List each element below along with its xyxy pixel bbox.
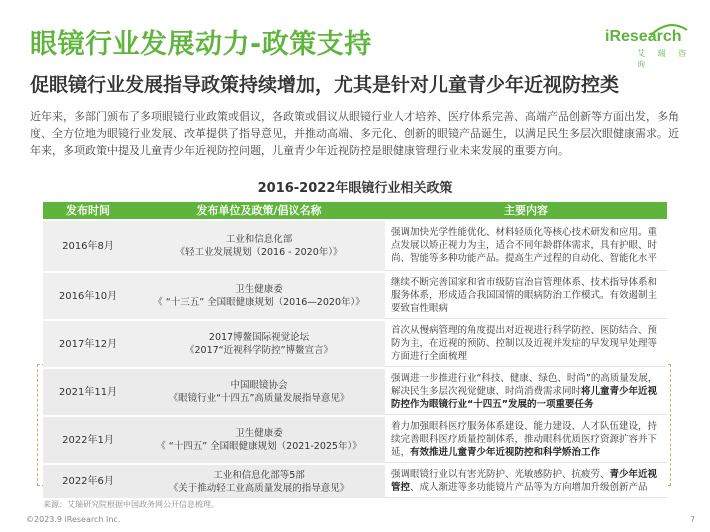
page-title: 眼镜行业发展动力-政策支持 bbox=[30, 29, 372, 60]
dept-name: 2017博鳌国际视觉论坛 bbox=[208, 332, 310, 343]
content-bold: 将儿童青少年近视防控作为眼镜行业“十四五”发展的一项重要任务 bbox=[391, 386, 658, 410]
content-bold: 有效推进儿童青少年近视防控和科学矫治工作 bbox=[410, 447, 601, 458]
header-date: 发布时间 bbox=[43, 202, 133, 219]
row-date: 2022年6月 bbox=[43, 465, 133, 498]
row-content bbox=[385, 369, 667, 415]
logo-sub: 艾 瑞 咨 询 bbox=[637, 49, 692, 69]
dept-name: 中国眼镜协会 bbox=[230, 380, 288, 391]
logo-word: iResearch bbox=[605, 28, 682, 45]
row-date: 2022年1月 bbox=[43, 417, 133, 463]
content-tail: 、成人渐进等多功能镜片产品等为方向增加升级创新产品 bbox=[410, 482, 648, 493]
page-number: 7 bbox=[690, 515, 696, 524]
copyright: ©2023.9 iResearch Inc. bbox=[26, 515, 121, 524]
header-content: 主要内容 bbox=[385, 202, 667, 219]
content-text: 继续不断完善国家和省市级防盲治盲管理体系、技术指导体系和服务体系，形成适合我国国情的眼病防治工作模式。有效遏制主要致盲性眼病 bbox=[391, 277, 658, 314]
row-date: 2017年12月 bbox=[43, 321, 133, 367]
content-text: 强调进一步推进行业“科技、健康、绿色、时尚”的高质量发展，解决民生多层次视觉健康、时尚消费需求同时 bbox=[391, 373, 658, 397]
policy-name: 《关于推动轻工业高质量发展的指导意见》 bbox=[168, 482, 350, 494]
policy-name: 《2017“近视科学防控”博鳌宣言》 bbox=[184, 345, 334, 356]
dept-name: 卫生健康委 bbox=[235, 284, 283, 295]
row-dept bbox=[133, 273, 385, 319]
source-note: 来源：艾瑞研究院根据中国政务网公开信息梳理。 bbox=[43, 500, 219, 509]
header-dept: 发布单位及政策/倡议名称 bbox=[133, 202, 385, 219]
iresearch-logo bbox=[605, 28, 693, 69]
row-dept bbox=[133, 321, 385, 367]
dept-name: 工业和信息化部 bbox=[225, 234, 293, 245]
dept-name: 卫生健康委 bbox=[235, 428, 283, 439]
policy-name: 《 “十三五” 全国眼健康规划（2016—2020年）》 bbox=[153, 297, 365, 308]
policy-name: 《轻工业发展规划（2016 - 2020年）》 bbox=[175, 247, 343, 258]
row-content bbox=[385, 273, 667, 319]
table-row bbox=[43, 417, 667, 463]
row-date: 2021年11月 bbox=[43, 369, 133, 415]
row-dept bbox=[133, 417, 385, 463]
row-content bbox=[385, 221, 667, 271]
dept-name: 工业和信息化部等5部 bbox=[213, 469, 305, 481]
content-text: 着力加强眼科医疗服务体系建设、能力建设、人才队伍建设，持续完善眼科医疗质量控制体系，推动眼科优质医疗资源扩容并下延， bbox=[391, 421, 658, 458]
row-dept bbox=[133, 465, 385, 498]
intro-paragraph: 近年来，多部门颁布了多项眼镜行业政策或倡议，各政策或倡议从眼镜行业人才培养、医疗体系完善、高端产品创新等方面出发，多角度、全方位地为眼镜行业发展、改革提供了指导意见，并推动高端、多元化、创新的眼镜产品诞生，以满足民生多层次眼健康需求。近年来，多项政策中提及儿童青少年近视防控问题，儿童青少年近视防控是眼健康管理行业未来发展的重要方向。 bbox=[30, 110, 679, 157]
row-content bbox=[385, 417, 667, 463]
row-date: 2016年10月 bbox=[43, 273, 133, 319]
content-bold: 青少年近视管控 bbox=[391, 469, 658, 493]
table-row bbox=[43, 221, 667, 271]
row-date: 2016年8月 bbox=[43, 221, 133, 271]
table-row bbox=[43, 369, 667, 415]
policy-name: 《 “十四五” 全国眼健康规划（2021-2025年）》 bbox=[156, 441, 362, 452]
content-text: 强调眼镜行业以有害光防护、光敏感防护、抗疲劳、 bbox=[391, 469, 610, 480]
policy-table bbox=[43, 200, 667, 500]
table-row bbox=[43, 465, 667, 498]
row-content bbox=[385, 465, 667, 498]
table-row bbox=[43, 321, 667, 367]
table-row bbox=[43, 273, 667, 319]
row-content bbox=[385, 321, 667, 367]
page-subtitle: 促眼镜行业发展指导政策持续增加，尤其是针对儿童青少年近视防控类 bbox=[30, 74, 620, 96]
table-header-row bbox=[43, 202, 667, 219]
content-text: 强调加快光学性能优化、材料轻质化等核心技术研发和应用。重点发展以矫正视力为主，适合不同年龄群体需求，具有护眼、时尚、智能等多种功能产品。提高生产过程的自动化、智能化水平 bbox=[391, 227, 658, 264]
content-text: 首次从慢病管理的角度提出对近视进行科学防控、医防结合、预防为主，在近视的预防、控制以及近视并发症的早发现早处理等方面进行全面梳理 bbox=[391, 325, 658, 362]
policy-name: 《眼镜行业“十四五”高质量发展指导意见》 bbox=[168, 393, 350, 404]
table-title: 2016-2022年眼镜行业相关政策 bbox=[257, 181, 453, 196]
row-dept bbox=[133, 369, 385, 415]
row-dept bbox=[133, 221, 385, 271]
